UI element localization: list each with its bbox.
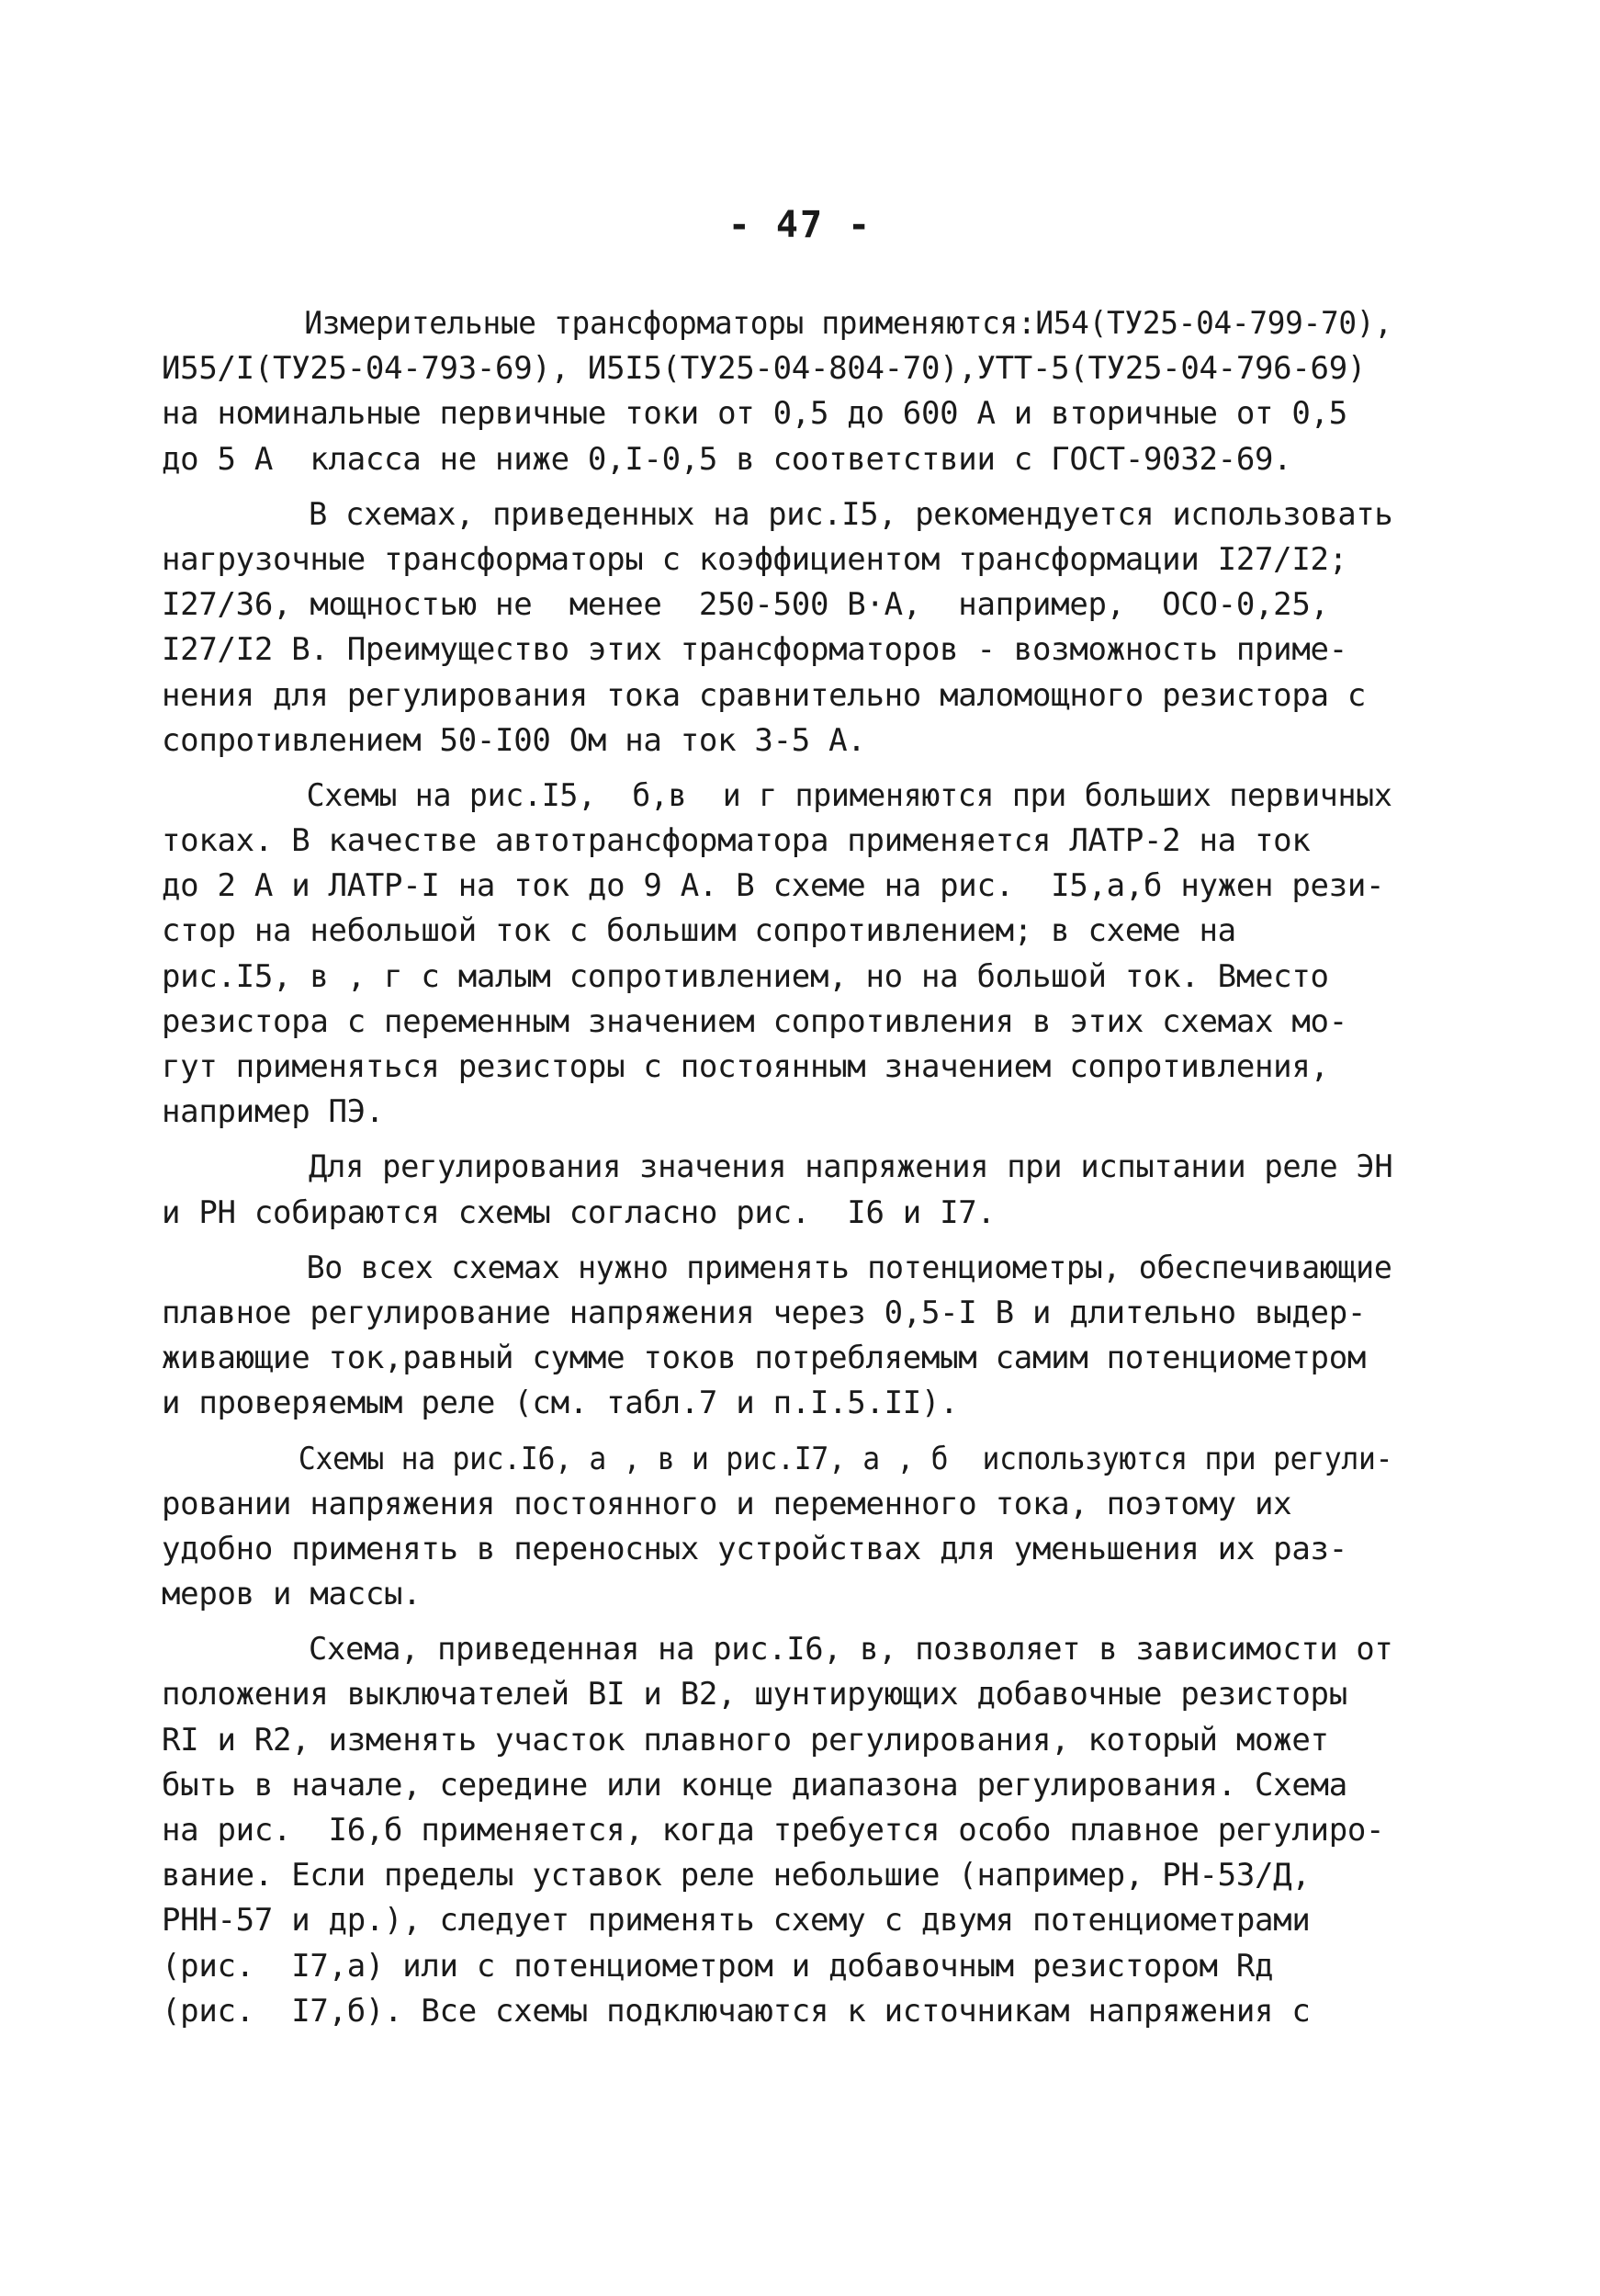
- text-line: Измерительные трансформаторы применяются:И54(ТУ25-04-799-70),: [162, 305, 1392, 342]
- text-line: (рис. I7,б). Все схемы подключаются к источникам напряжения с: [162, 1992, 1311, 2030]
- text-line: Схемы на рис.I5, б,в и г применяются при больших первичных: [162, 776, 1392, 814]
- paragraph-gap: [162, 1617, 1392, 1627]
- paragraph-gap: [162, 1135, 1392, 1145]
- text-line: стор на небольшой ток с большим сопротивлением; в схеме на: [162, 912, 1236, 950]
- text-line: меров и массы.: [162, 1576, 422, 1613]
- text-line: резистора с переменным значением сопротивления в этих схемах мо-: [162, 1002, 1347, 1040]
- paragraph: [162, 774, 1392, 1136]
- paragraph-gap: [162, 1236, 1392, 1246]
- text-line: быть в начале, середине или конце диапазона регулирования. Схема: [162, 1766, 1347, 1804]
- paragraph: [162, 301, 1392, 482]
- text-line: удобно применять в переносных устройствах для уменьшения их раз-: [162, 1530, 1347, 1567]
- text-line: I27/36, мощностью не менее 250-500 В·А, например, ОСО-0,25,: [162, 586, 1329, 624]
- paragraph: [162, 1246, 1392, 1427]
- paragraph: [162, 492, 1392, 763]
- text-line: вание. Если пределы уставок реле небольшие (например, РН-53/Д,: [162, 1857, 1311, 1894]
- text-line: (рис. I7,а) или с потенциометром и добавочным резистором Rд: [162, 1947, 1274, 1985]
- text-line: нения для регулирования тока сравнительно маломощного резистора с: [162, 676, 1367, 714]
- text-line: до 2 А и ЛАТР-I на ток до 9 А. В схеме на рис. I5,а,б нужен рези-: [162, 867, 1385, 905]
- paragraph: [162, 1145, 1392, 1235]
- text-line: живающие ток,равный сумме токов потребляемым самим потенциометром: [162, 1340, 1367, 1377]
- paragraph-gap: [162, 482, 1392, 492]
- text-line: и РН собираются схемы согласно рис. I6 и I7.: [162, 1193, 996, 1231]
- text-line: на номинальные первичные токи от 0,5 до 600 А и вторичные от 0,5: [162, 395, 1347, 433]
- paragraph: [162, 1627, 1392, 2034]
- text-line: И55/I(ТУ25-04-793-69), И5I5(ТУ25-04-804-70),УТТ-5(ТУ25-04-796-69): [162, 350, 1367, 388]
- paragraph: [162, 1437, 1392, 1618]
- text-line: В схемах, приведенных на рис.I5, рекомендуется использовать: [162, 495, 1393, 533]
- text-line: положения выключателей ВI и В2, шунтирующих добавочные резисторы: [162, 1676, 1347, 1714]
- text-line: I27/I2 В. Преимущество этих трансформаторов - возможность приме-: [162, 631, 1347, 669]
- text-line: ровании напряжения постоянного и переменного тока, поэтому их: [162, 1485, 1292, 1522]
- text-line: сопротивлением 50-I00 Ом на ток 3-5 А.: [162, 721, 866, 759]
- text-line: РНН-57 и др.), следует применять схему с двумя потенциометрами: [162, 1902, 1311, 1940]
- text-line: RI и R2, изменять участок плавного регулирования, который может: [162, 1721, 1329, 1759]
- text-line: например ПЭ.: [162, 1093, 385, 1131]
- text-line: токах. В качестве автотрансформатора применяется ЛАТР-2 на ток: [162, 822, 1311, 860]
- text-line: Для регулирования значения напряжения при испытании реле ЭН: [162, 1148, 1393, 1186]
- text-line: Схемы на рис.I6, а , в и рис.I7, а , б используются при регули-: [162, 1440, 1393, 1477]
- text-line: плавное регулирование напряжения через 0,5-I В и длительно выдер-: [162, 1294, 1367, 1331]
- document-body: [162, 301, 1392, 2034]
- text-line: нагрузочные трансформаторы с коэффициентом трансформации I27/I2;: [162, 540, 1347, 578]
- page-number: - 47 -: [727, 204, 873, 246]
- text-line: Во всех схемах нужно применять потенциометры, обеспечивающие: [162, 1249, 1392, 1286]
- paragraph-gap: [162, 763, 1392, 774]
- text-line: Схема, приведенная на рис.I6, в, позволяет в зависимости от: [162, 1631, 1393, 1668]
- paragraph-gap: [162, 1427, 1392, 1437]
- text-line: гут применяться резисторы с постоянным значением сопротивления,: [162, 1048, 1329, 1085]
- text-line: до 5 А класса не ниже 0,I-0,5 в соответствии с ГОСТ-9032-69.: [162, 440, 1292, 478]
- text-line: на рис. I6,б применяется, когда требуется особо плавное регулиро-: [162, 1812, 1385, 1849]
- text-line: рис.I5, в , г с малым сопротивлением, но на большой ток. Вместо: [162, 957, 1329, 995]
- text-line: и проверяемым реле (см. табл.7 и п.I.5.II).: [162, 1385, 959, 1422]
